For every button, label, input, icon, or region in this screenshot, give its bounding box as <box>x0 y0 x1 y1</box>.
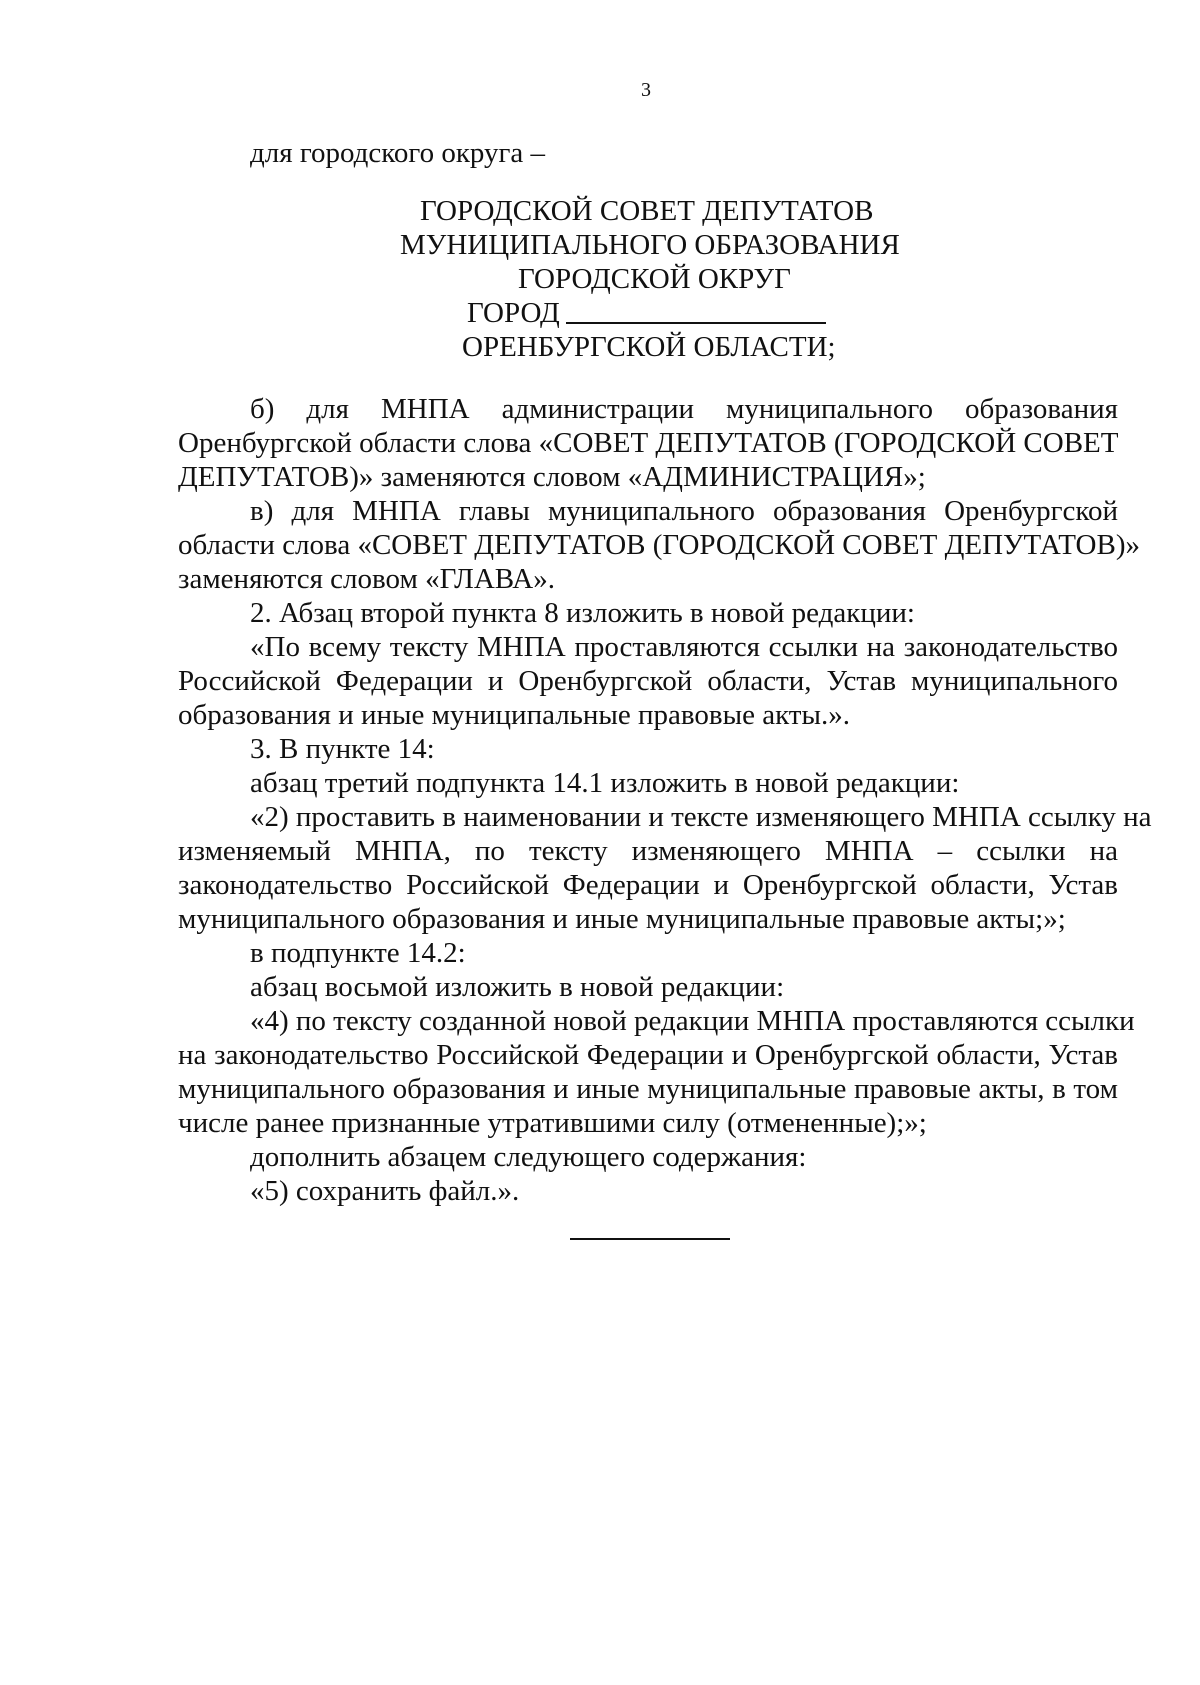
body-line: 2. Абзац второй пункта 8 изложить в новой редакции: <box>250 597 915 629</box>
heading-line-1: ГОРОДСКОЙ СОВЕТ ДЕПУТАТОВ <box>420 195 874 227</box>
body-line: «По всему тексту МНПА проставляются ссылки на законодательство <box>250 631 1118 663</box>
heading-line-5: ОРЕНБУРГСКОЙ ОБЛАСТИ; <box>462 331 836 363</box>
body-line: законодательство Российской Федерации и Оренбургской области, Устав <box>178 869 1118 901</box>
body-line: «5) сохранить файл.». <box>250 1175 520 1207</box>
body-line: области слова «СОВЕТ ДЕПУТАТОВ (ГОРОДСКОЙ СОВЕТ ДЕПУТАТОВ)» <box>178 529 1140 561</box>
body-line: изменяемый МНПА, по тексту изменяющего МНПА – ссылки на <box>178 835 1118 867</box>
body-line: в подпункте 14.2: <box>250 937 466 969</box>
body-line: б) для МНПА администрации муниципального образования <box>250 393 1118 425</box>
page-number: 3 <box>641 79 651 101</box>
intro-line: для городского округа – <box>250 137 546 169</box>
body-line: «2) проставить в наименовании и тексте изменяющего МНПА ссылку на <box>250 801 1152 833</box>
body-line: числе ранее признанные утратившими силу (отмененные);»; <box>178 1107 927 1139</box>
body-line: Оренбургской области слова «СОВЕТ ДЕПУТАТОВ (ГОРОДСКОЙ СОВЕТ <box>178 427 1119 459</box>
body-line: абзац третий подпункта 14.1 изложить в новой редакции: <box>250 767 960 799</box>
body-line: ДЕПУТАТОВ)» заменяются словом «АДМИНИСТРАЦИЯ»; <box>178 461 926 493</box>
body-line: образования и иные муниципальные правовые акты.». <box>178 699 850 731</box>
body-line: дополнить абзацем следующего содержания: <box>250 1141 807 1173</box>
heading-line-2: МУНИЦИПАЛЬНОГО ОБРАЗОВАНИЯ <box>400 229 900 261</box>
body-line: на законодательство Российской Федерации и Оренбургской области, Устав <box>178 1039 1118 1071</box>
body-line: заменяются словом «ГЛАВА». <box>178 563 555 595</box>
body-line: 3. В пункте 14: <box>250 733 435 765</box>
body-line: «4) по тексту созданной новой редакции МНПА проставляются ссылки <box>250 1005 1135 1037</box>
body-line: абзац восьмой изложить в новой редакции: <box>250 971 785 1003</box>
heading-line-3: ГОРОДСКОЙ ОКРУГ <box>518 263 791 295</box>
body-line: Российской Федерации и Оренбургской области, Устав муниципального <box>178 665 1118 697</box>
heading-city-label: ГОРОД <box>467 297 560 329</box>
city-name-blank-line <box>566 322 826 324</box>
end-of-document-rule <box>570 1238 730 1240</box>
body-line: муниципального образования и иные муниципальные правовые акты, в том <box>178 1073 1118 1105</box>
body-line: муниципального образования и иные муниципальные правовые акты;»; <box>178 903 1066 935</box>
heading-line-4 <box>467 296 826 330</box>
body-line: в) для МНПА главы муниципального образования Оренбургской <box>250 495 1118 527</box>
